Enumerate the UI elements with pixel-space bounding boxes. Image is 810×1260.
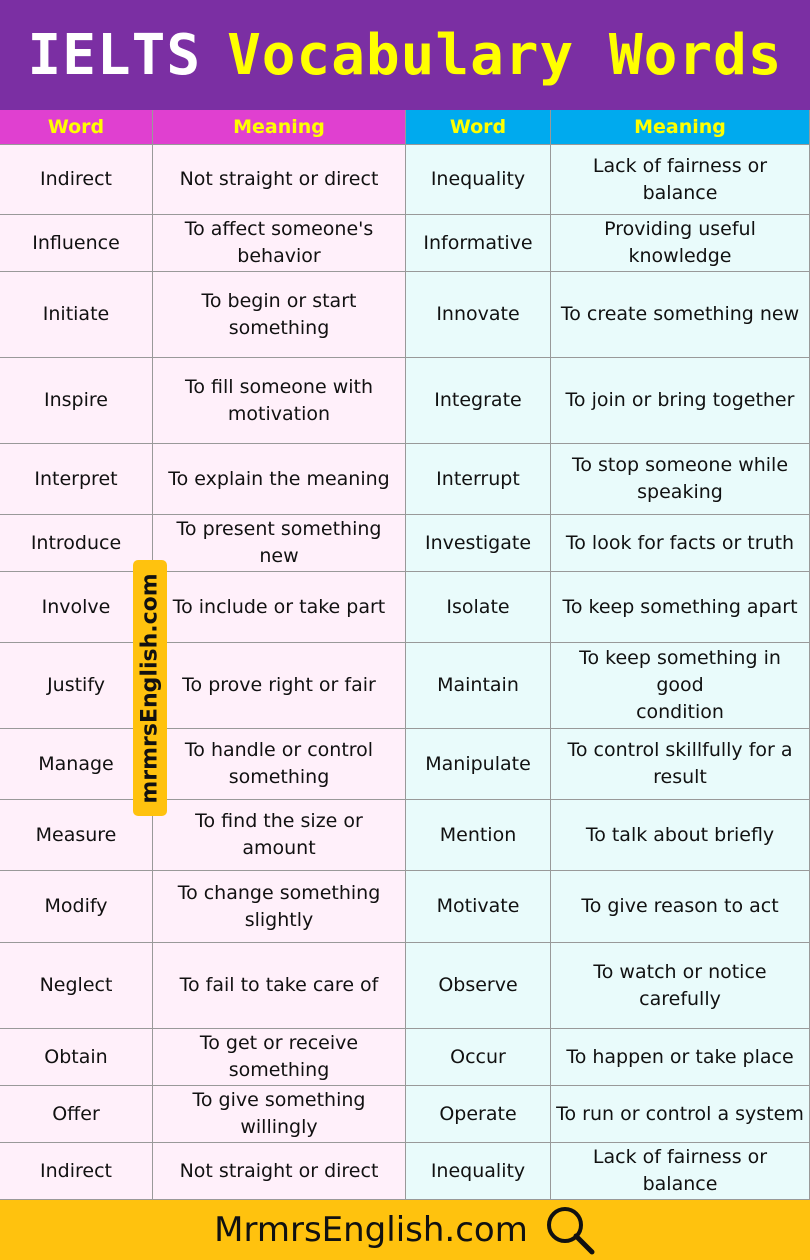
table-cell-word-left: Introduce [0,515,153,572]
page-header [0,0,810,110]
table-cell-word-right: Isolate [406,572,551,643]
table-cell-meaning-right: Lack of fairness or balance [551,1143,810,1200]
table-cell-meaning-right: To keep something in good condition [551,643,810,729]
table-cell-meaning-left: To give something willingly [153,1086,406,1143]
table-cell-word-right: Motivate [406,871,551,943]
table-cell-word-left: Manage [0,729,153,800]
table-cell-meaning-left: To find the size or amount [153,800,406,871]
table-cell-word-left: Influence [0,215,153,272]
table-cell-word-left: Initiate [0,272,153,358]
table-cell-word-left: Neglect [0,943,153,1029]
table-cell-meaning-right: To look for facts or truth [551,515,810,572]
title-vocabulary-words: Vocabulary Words [227,22,783,88]
table-cell-meaning-right: To watch or notice carefully [551,943,810,1029]
table-cell-word-right: Innovate [406,272,551,358]
table-cell-word-right: Integrate [406,358,551,444]
title-ielts: IELTS [27,22,202,88]
table-cell-word-left: Measure [0,800,153,871]
table-cell-meaning-left: To explain the meaning [153,444,406,515]
table-cell-meaning-right: To run or control a system [551,1086,810,1143]
table-cell-word-right: Maintain [406,643,551,729]
header-meaning-right: Meaning [551,110,810,145]
table-cell-word-left: Indirect [0,145,153,215]
table-cell-word-right: Investigate [406,515,551,572]
table-cell-meaning-right: To happen or take place [551,1029,810,1086]
table-cell-meaning-right: To create something new [551,272,810,358]
table-cell-meaning-left: To change something slightly [153,871,406,943]
vocabulary-table [0,110,810,1200]
table-cell-word-left: Involve [0,572,153,643]
table-cell-meaning-left: To begin or start something [153,272,406,358]
table-cell-word-right: Occur [406,1029,551,1086]
table-cell-meaning-left: To affect someone's behavior [153,215,406,272]
table-cell-word-right: Operate [406,1086,551,1143]
table-cell-word-left: Modify [0,871,153,943]
table-cell-meaning-left: Not straight or direct [153,145,406,215]
table-cell-meaning-left: To fill someone with motivation [153,358,406,444]
table-cell-meaning-right: To stop someone while speaking [551,444,810,515]
table-cell-word-right: Informative [406,215,551,272]
header-word-right: Word [406,110,551,145]
table-cell-meaning-left: To get or receive something [153,1029,406,1086]
table-cell-meaning-right: Providing useful knowledge [551,215,810,272]
table-cell-meaning-left: To prove right or fair [153,643,406,729]
table-cell-meaning-right: To control skillfully for a result [551,729,810,800]
table-cell-meaning-left: Not straight or direct [153,1143,406,1200]
table-cell-word-right: Manipulate [406,729,551,800]
footer-site-name: MrmrsEnglish.com [214,1210,528,1250]
watermark-text: mrmrsEnglish.com [137,572,163,804]
table-cell-meaning-right: Lack of fairness or balance [551,145,810,215]
table-cell-meaning-right: To give reason to act [551,871,810,943]
search-icon [544,1204,596,1256]
table-cell-meaning-right: To keep something apart [551,572,810,643]
table-cell-meaning-left: To present something new [153,515,406,572]
table-cell-meaning-left: To include or take part [153,572,406,643]
table-cell-word-left: Justify [0,643,153,729]
watermark-badge [133,560,167,816]
header-meaning-left: Meaning [153,110,406,145]
table-cell-word-left: Indirect [0,1143,153,1200]
table-cell-word-left: Interpret [0,444,153,515]
table-cell-word-left: Inspire [0,358,153,444]
table-cell-word-right: Inequality [406,1143,551,1200]
table-cell-meaning-left: To fail to take care of [153,943,406,1029]
table-cell-meaning-right: To join or bring together [551,358,810,444]
table-cell-word-left: Offer [0,1086,153,1143]
header-word-left: Word [0,110,153,145]
table-cell-meaning-right: To talk about briefly [551,800,810,871]
table-cell-word-right: Interrupt [406,444,551,515]
table-cell-word-right: Observe [406,943,551,1029]
table-cell-word-right: Inequality [406,145,551,215]
table-cell-meaning-left: To handle or control something [153,729,406,800]
table-cell-word-right: Mention [406,800,551,871]
table-cell-word-left: Obtain [0,1029,153,1086]
page-footer [0,1200,810,1260]
